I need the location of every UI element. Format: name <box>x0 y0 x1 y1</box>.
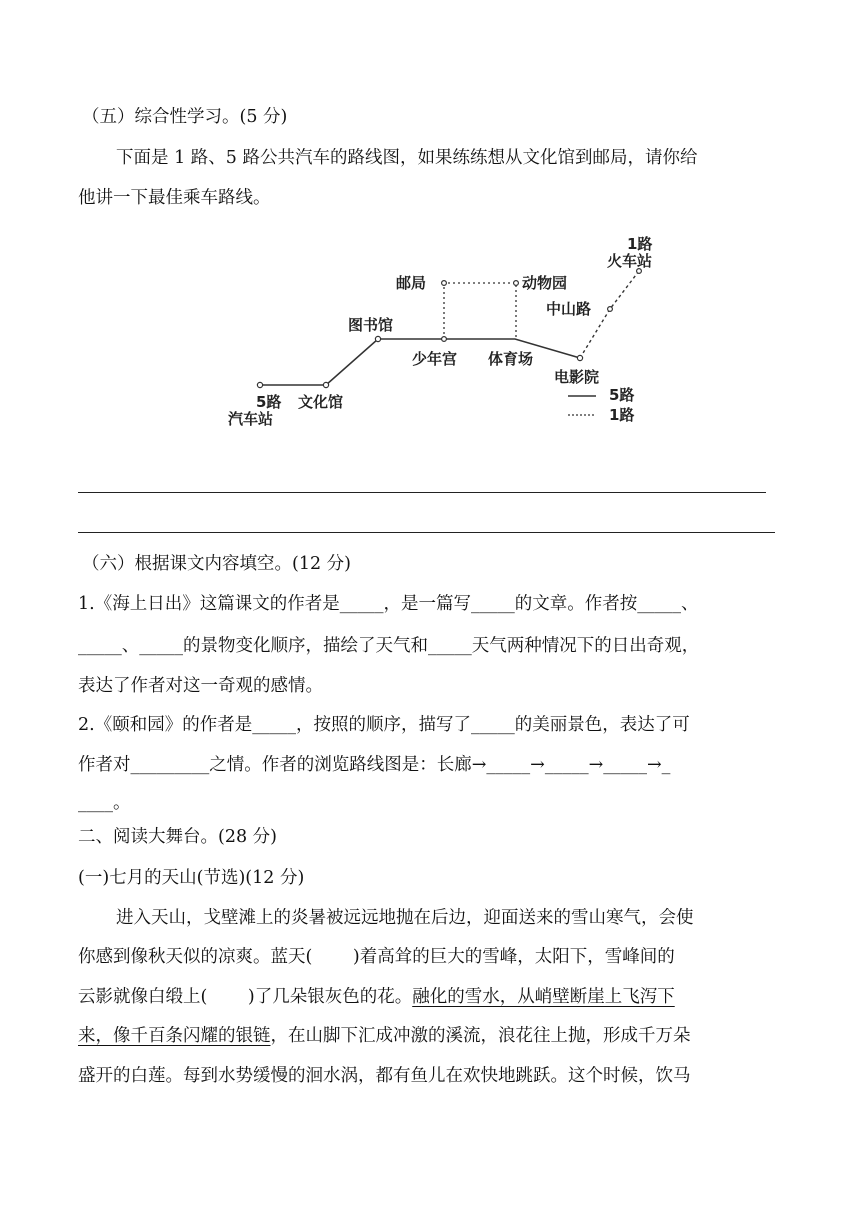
label-youju: 邮局 <box>396 274 427 292</box>
passage-line-1: 进入天山，戈壁滩上的炎暑被远远地抛在后边，迎面送来的雪山寒气，会使 <box>116 908 694 928</box>
sec5-heading: （五）综合性学习。(5 分) <box>82 107 288 127</box>
bus-route-map <box>220 228 680 438</box>
sec6-line-2: _____、_____的景物变化顺序，描绘了天气和_____天气两种情况下的日出奇观， <box>78 636 700 656</box>
dotted-connector <box>444 283 516 339</box>
station-dot <box>323 382 328 387</box>
station-dot <box>442 337 447 342</box>
answer-line-1[interactable] <box>78 492 766 493</box>
station-dot <box>514 281 519 286</box>
sec6-line-5: 作者对_________之情。作者的浏览路线图是：长廊→_____→_____→_____→_ <box>78 755 671 775</box>
sec6-line-4: 2.《颐和园》的作者是_____，按照的顺序，描写了_____的美丽景色，表达了可 <box>78 715 690 735</box>
label-tiyuchang: 体育场 <box>488 350 534 368</box>
station-dot <box>375 336 380 341</box>
sec5-question-line-1: 下面是 1 路、5 路公共汽车的路线图，如果练练想从文化馆到邮局，请你给 <box>116 148 698 168</box>
sec6-line-3: 表达了作者对这一奇观的感情。 <box>78 676 323 696</box>
label-bus1-a: 1路 <box>627 235 653 253</box>
underlined-sentence: 融化的雪水，从峭壁断崖上飞泻下 <box>412 987 675 1007</box>
station-dot <box>442 281 447 286</box>
passage-text: 云影就像白缎上( )了几朵银灰色的花。 <box>78 987 413 1007</box>
station-dot <box>257 382 262 387</box>
station-dot <box>608 307 613 312</box>
sec5-question-line-2: 他讲一下最佳乘车路线。 <box>78 188 271 208</box>
legend-label-5: 5路 <box>609 386 635 404</box>
passage-line-5: 盛开的白莲。每到水势缓慢的洄水涡，都有鱼儿在欢快地跳跃。这个时候，饮马 <box>78 1066 691 1086</box>
sec6-line-1: 1.《海上日出》这篇课文的作者是_____，是一篇写_____的文章。作者按_____、 <box>78 594 699 614</box>
underlined-sentence: 来，像千百条闪耀的银链 <box>78 1026 271 1046</box>
label-wenhuaguan: 文化馆 <box>298 393 344 411</box>
passage-line-3 <box>78 985 675 1009</box>
sec6-heading: （六）根据课文内容填空。(12 分) <box>82 554 351 574</box>
label-bus1-b: 火车站 <box>607 252 653 270</box>
passage-text: ，在山脚下汇成冲激的溪流，浪花往上抛，形成千万朵 <box>270 1026 691 1046</box>
reading-subheading: (一)七月的天山(节选)(12 分) <box>78 868 305 888</box>
station-dot <box>577 355 582 360</box>
part2-heading: 二、阅读大舞台。(28 分) <box>78 827 277 847</box>
label-bus5-a: 5路 <box>256 393 282 411</box>
sec6-line-6: ____。 <box>78 793 131 813</box>
answer-line-2[interactable] <box>78 532 775 533</box>
label-bus5-b: 汽车站 <box>228 410 274 428</box>
legend-label-1: 1路 <box>609 406 635 424</box>
label-shaoniangong: 少年宫 <box>412 350 458 368</box>
label-zhongshanlu: 中山路 <box>546 300 592 318</box>
label-dongwuyuan: 动物园 <box>522 274 568 292</box>
passage-line-2: 你感到像秋天似的凉爽。蓝天( )着高耸的巨大的雪峰，太阳下，雪峰间的 <box>78 947 675 967</box>
label-dianyingyuan: 电影院 <box>554 368 600 386</box>
passage-line-4 <box>78 1024 691 1048</box>
label-tushuguan: 图书馆 <box>348 316 394 334</box>
